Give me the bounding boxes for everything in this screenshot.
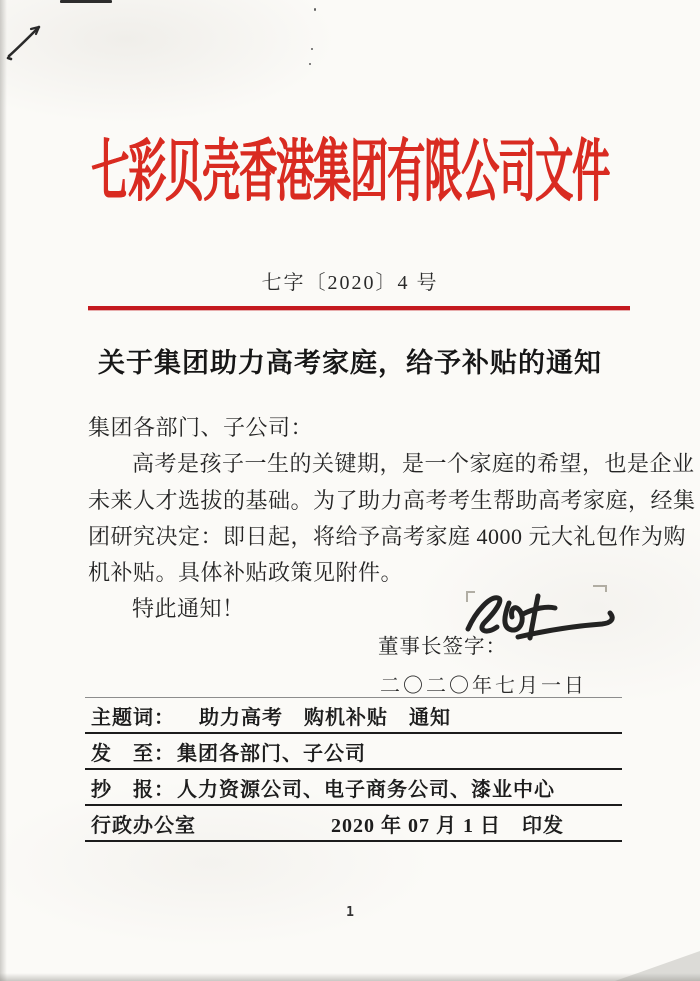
- cc-label: 抄 报：: [91, 778, 175, 801]
- chairman-signature-label: 董事长签字：: [378, 636, 507, 658]
- scan-bottom-shadow: [0, 973, 700, 981]
- cc-value: 人力资源公司、电子商务公司、漆业中心: [177, 778, 555, 801]
- scan-top-artifact: [60, 0, 112, 3]
- footer-table: [85, 697, 622, 842]
- scan-corner-cut: [615, 951, 700, 981]
- body-line: 团研究决定：即日起，将给予高考家庭 4000 元大礼包作为购: [88, 523, 687, 549]
- scan-speck: [309, 63, 311, 65]
- body-line: 未来人才选拔的基础。为了助力高考考生帮助高考家庭，经集: [88, 487, 696, 513]
- page-number: 1: [346, 905, 354, 920]
- to-label: 发 至：: [91, 742, 175, 765]
- red-divider-rule: [88, 306, 630, 310]
- chinese-date: 二〇二〇年七月一日: [380, 675, 587, 697]
- table-row-subject: [85, 698, 622, 734]
- table-row-cc: [85, 770, 622, 806]
- scan-speck: [314, 8, 316, 11]
- closing-line: 特此通知！: [132, 596, 245, 622]
- table-row-issue: [85, 806, 622, 842]
- chairman-handwritten-signature: [452, 583, 624, 655]
- body-line: 机补贴。具体补贴政策见附件。: [88, 560, 404, 586]
- letterhead-title: 七彩贝壳香港集团有限公司文件: [90, 135, 609, 211]
- office-label: 行政办公室: [91, 814, 196, 837]
- table-row-to: [85, 734, 622, 770]
- subject-label: 主题词：: [91, 706, 175, 729]
- scan-speck: [311, 48, 313, 50]
- salutation: 集团各部门、子公司：: [88, 415, 314, 440]
- subject-value: 助力高考 购机补贴 通知: [199, 706, 451, 729]
- body-line: 高考是孩子一生的关键期，是一个家庭的希望，也是企业: [132, 451, 695, 477]
- notice-title: 关于集团助力高考家庭，给予补贴的通知: [98, 348, 602, 378]
- issue-date-value: 2020 年 07 月 1 日 印发: [331, 814, 564, 837]
- to-value: 集团各部门、子公司: [177, 742, 366, 765]
- document-number: 七字〔2020〕4 号: [261, 272, 439, 294]
- pen-arrow-mark-icon: [4, 18, 50, 62]
